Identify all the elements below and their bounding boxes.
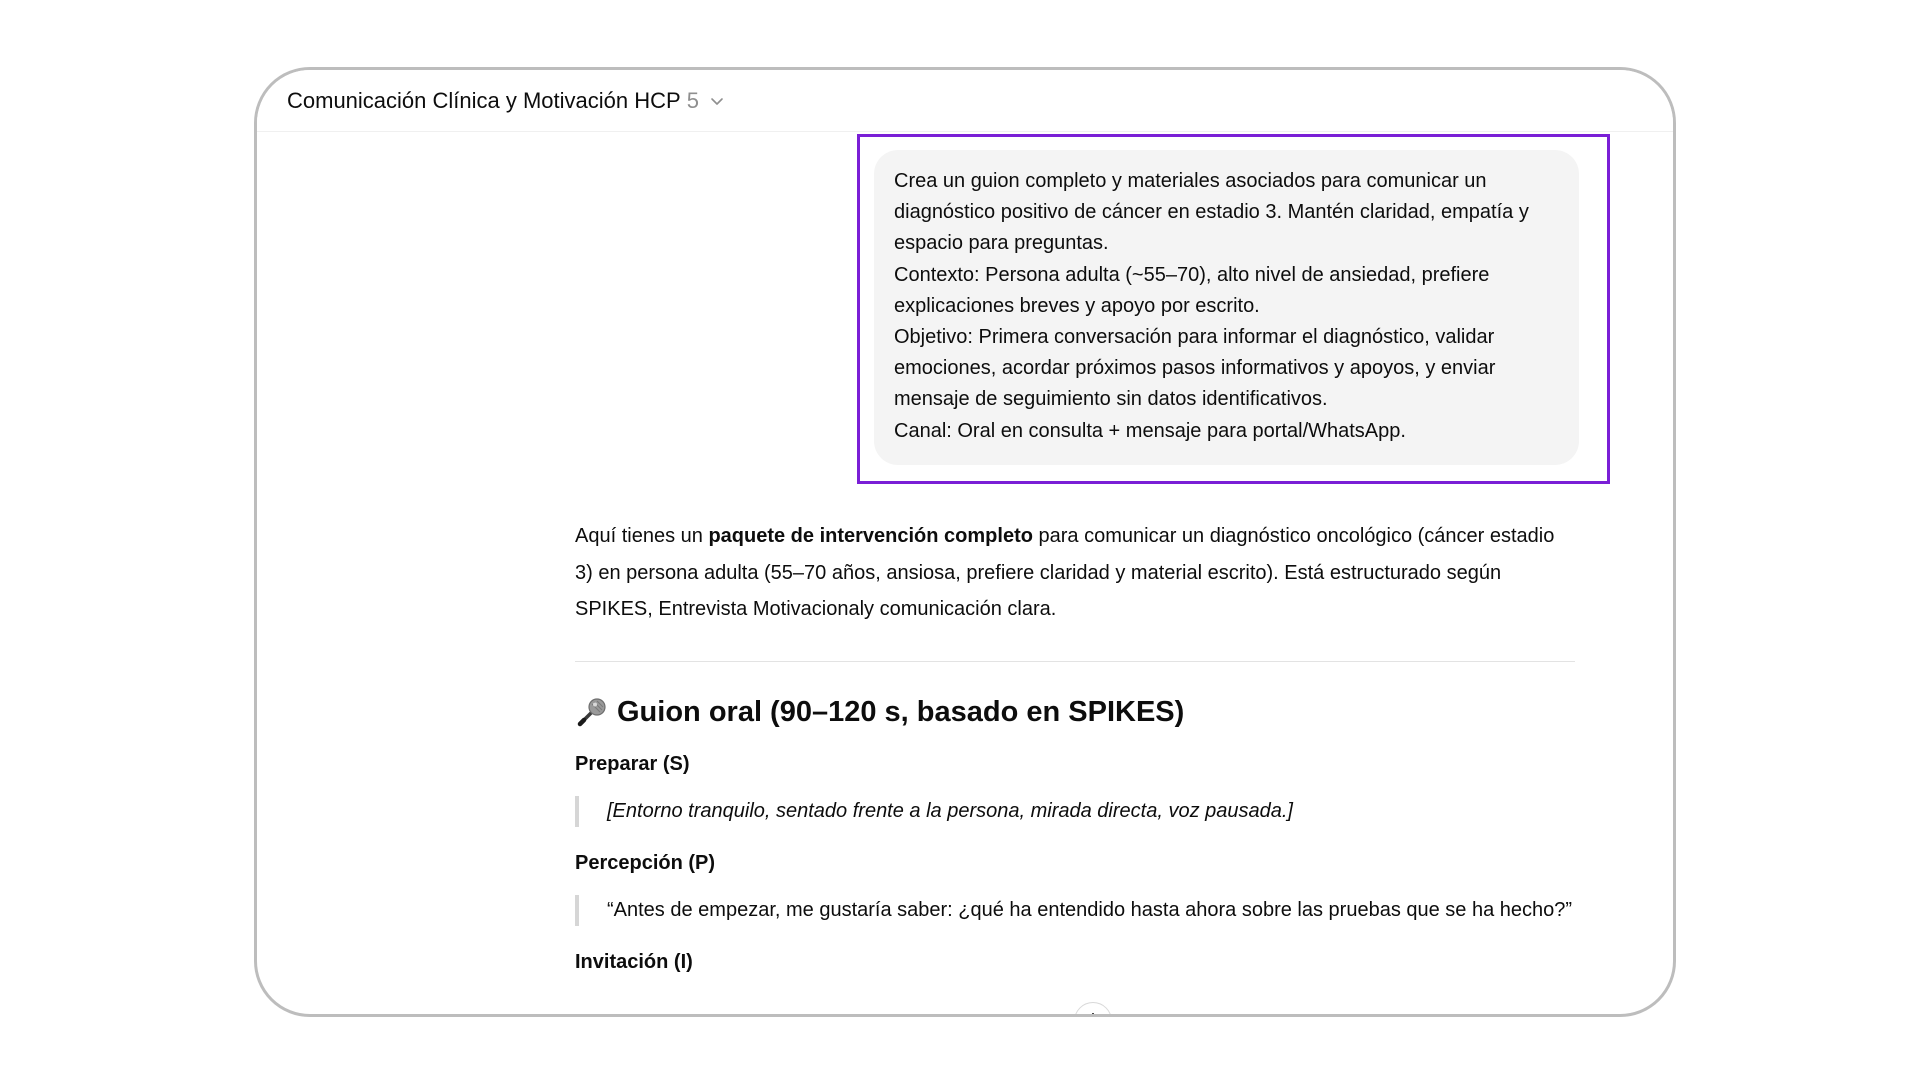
scroll-down-button[interactable] [1074,1002,1112,1017]
arrow-down-icon [1086,1012,1100,1017]
section-title: Guion oral (90–120 s, basado en SPIKES) [617,695,1185,728]
intro-paragraph [575,518,1575,628]
microphone-icon [575,695,609,729]
user-message-line: Contexto: Persona adulta (~55–70), alto nivel de ansiedad, prefiere explicaciones breves y apoyo por escrito. [894,263,1490,317]
device-frame [254,67,1676,1017]
user-message-line: Canal: Oral en consulta + mensaje para portal/WhatsApp. [894,419,1406,442]
model-selector[interactable] [287,88,725,114]
highlight-box [857,134,1610,484]
model-name: Comunicación Clínica y Motivación HCP [287,87,681,113]
user-message-line: Crea un guion completo y materiales asociados para comunicar un diagnóstico positivo de cáncer en estadio 3. Mantén claridad, empatía y espacio para preguntas. [894,170,1529,255]
section-heading [575,692,1575,732]
chevron-down-icon [709,93,725,109]
subsection-title-invitacion: Invitación (I) [575,950,693,973]
model-version: 5 [686,87,699,113]
quote-block-preparar: [Entorno tranquilo, sentado frente a la persona, mirada directa, voz pausada.] [575,796,1575,827]
subsection-title-preparar: Preparar (S) [575,752,690,775]
subsection-title-percepcion: Percepción (P) [575,851,716,874]
assistant-message [575,518,1575,976]
intro-text-continued: para comunicar un diagnóstico oncológico (cáncer estadio 3) en persona adulta (55–70 años, ansiosa, prefiere claridad y material escrito). Está estructurado según SPIKES, Entrevista Motivacionaly comunicación clara. [575,525,1555,620]
user-message-line: Objetivo: Primera conversación para informar el diagnóstico, validar emociones, acordar próximos pasos informativos y apoyos, y enviar mensaje de seguimiento sin datos identificativos. [894,326,1496,411]
intro-bold-text: paquete de intervención completo [708,525,1033,547]
intro-text: Aquí tienes un [575,525,709,547]
chat-header [257,70,1673,132]
divider [575,661,1575,662]
quote-block-percepcion: “Antes de empezar, me gustaría saber: ¿qué ha entendido hasta ahora sobre las pruebas que se ha hecho?” [575,895,1575,926]
